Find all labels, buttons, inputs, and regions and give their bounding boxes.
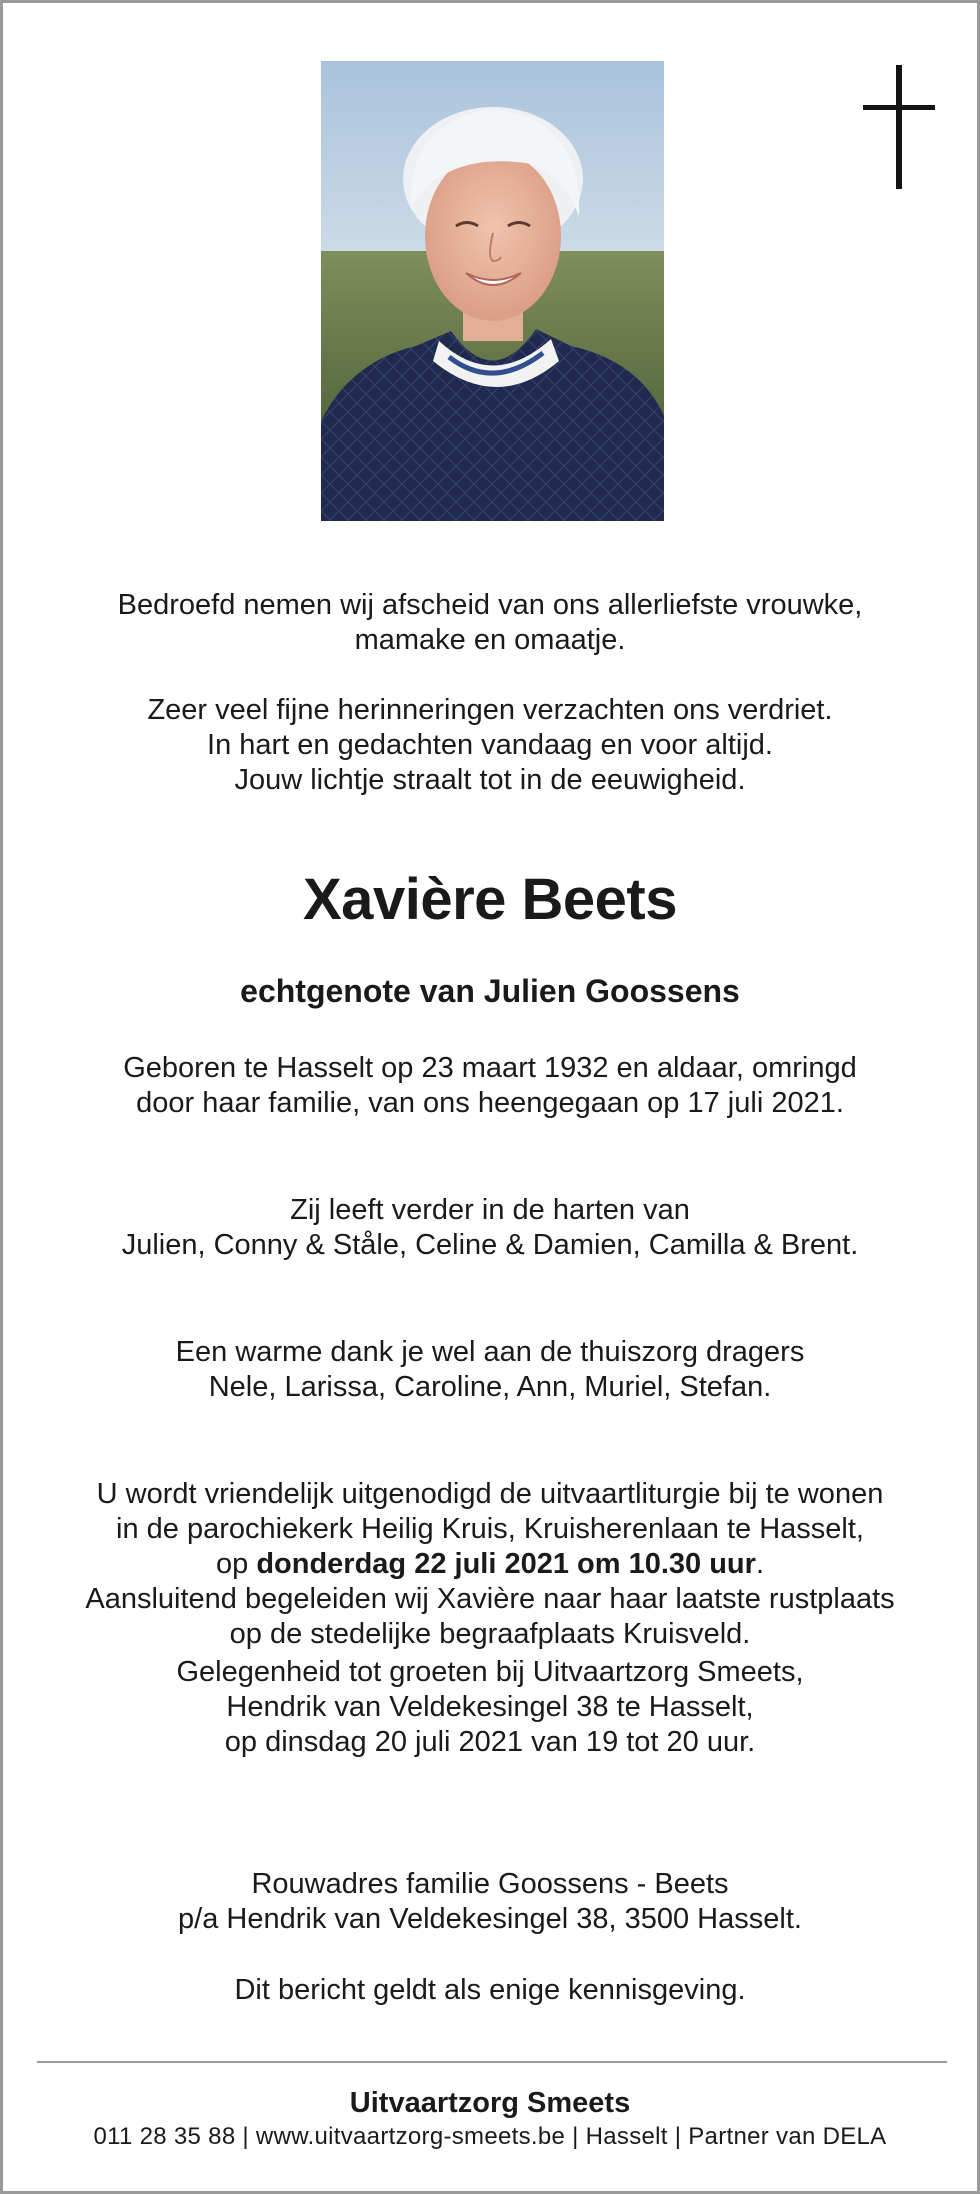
address-line: Rouwadres familie Goossens - Beets xyxy=(251,1868,729,1900)
intro-line: Bedroefd nemen wij afscheid van ons allerliefste vrouwke, xyxy=(117,589,863,621)
funeral-date-prefix: op xyxy=(215,1548,257,1580)
thanks-text xyxy=(3,1335,977,1405)
funeral-line: op de stedelijke begraafplaats Kruisveld. xyxy=(229,1618,751,1650)
birth-line: door haar familie, van ons heengegaan op 17 juli 2021. xyxy=(136,1087,844,1119)
greeting-text xyxy=(3,1655,977,1760)
funeral-date: donderdag 22 juli 2021 om 10.30 uur xyxy=(256,1548,756,1580)
verse-line: In hart en gedachten vandaag en voor altijd. xyxy=(207,729,773,761)
thanks-line: Een warme dank je wel aan de thuiszorg dragers xyxy=(175,1336,805,1368)
verse-text xyxy=(3,693,977,798)
verse-line: Jouw lichtje straalt tot in de eeuwigheid. xyxy=(234,764,746,796)
funeral-home-contact: 011 28 35 88 | www.uitvaartzorg-smeets.be | Hasselt | Partner van DELA xyxy=(93,2123,887,2150)
funeral-home-name: Uitvaartzorg Smeets xyxy=(349,2087,631,2119)
funeral-line: in de parochiekerk Heilig Kruis, Kruisherenlaan te Hasselt, xyxy=(116,1513,864,1545)
footer-divider xyxy=(37,2061,947,2063)
mourning-address xyxy=(3,1867,977,1937)
funeral-line: U wordt vriendelijk uitgenodigd de uitvaartliturgie bij te wonen xyxy=(96,1478,884,1510)
greeting-line: Gelegenheid tot groeten bij Uitvaartzorg Smeets, xyxy=(176,1656,804,1688)
portrait-photo xyxy=(321,61,664,521)
deceased-name: Xavière Beets xyxy=(303,867,677,932)
survivors-line: Julien, Conny & Ståle, Celine & Damien, Camilla & Brent. xyxy=(121,1229,859,1261)
notice-line: Dit bericht geldt als enige kennisgeving. xyxy=(234,1974,746,2006)
latin-cross-icon xyxy=(863,65,935,189)
funeral-text xyxy=(3,1477,977,1652)
birth-line: Geboren te Hasselt op 23 maart 1932 en aldaar, omringd xyxy=(123,1052,857,1084)
thanks-line: Nele, Larissa, Caroline, Ann, Muriel, Stefan. xyxy=(208,1371,772,1403)
funeral-line: Aansluitend begeleiden wij Xavière naar haar laatste rustplaats xyxy=(85,1583,895,1615)
verse-line: Zeer veel fijne herinneringen verzachten ons verdriet. xyxy=(147,694,833,726)
spouse-line: echtgenote van Julien Goossens xyxy=(240,973,740,1009)
survivors-text xyxy=(3,1193,977,1263)
funeral-line xyxy=(3,1547,977,1582)
funeral-date-suffix: . xyxy=(755,1548,764,1580)
notice-text xyxy=(3,1973,977,2008)
intro-line: mamake en omaatje. xyxy=(354,624,626,656)
greeting-line: Hendrik van Veldekesingel 38 te Hasselt, xyxy=(226,1691,754,1723)
address-line: p/a Hendrik van Veldekesingel 38, 3500 Hasselt. xyxy=(178,1903,802,1935)
intro-text xyxy=(3,588,977,658)
greeting-line: op dinsdag 20 juli 2021 van 19 tot 20 uur. xyxy=(224,1726,756,1758)
survivors-line: Zij leeft verder in de harten van xyxy=(290,1194,690,1226)
birth-death-text xyxy=(3,1051,977,1121)
